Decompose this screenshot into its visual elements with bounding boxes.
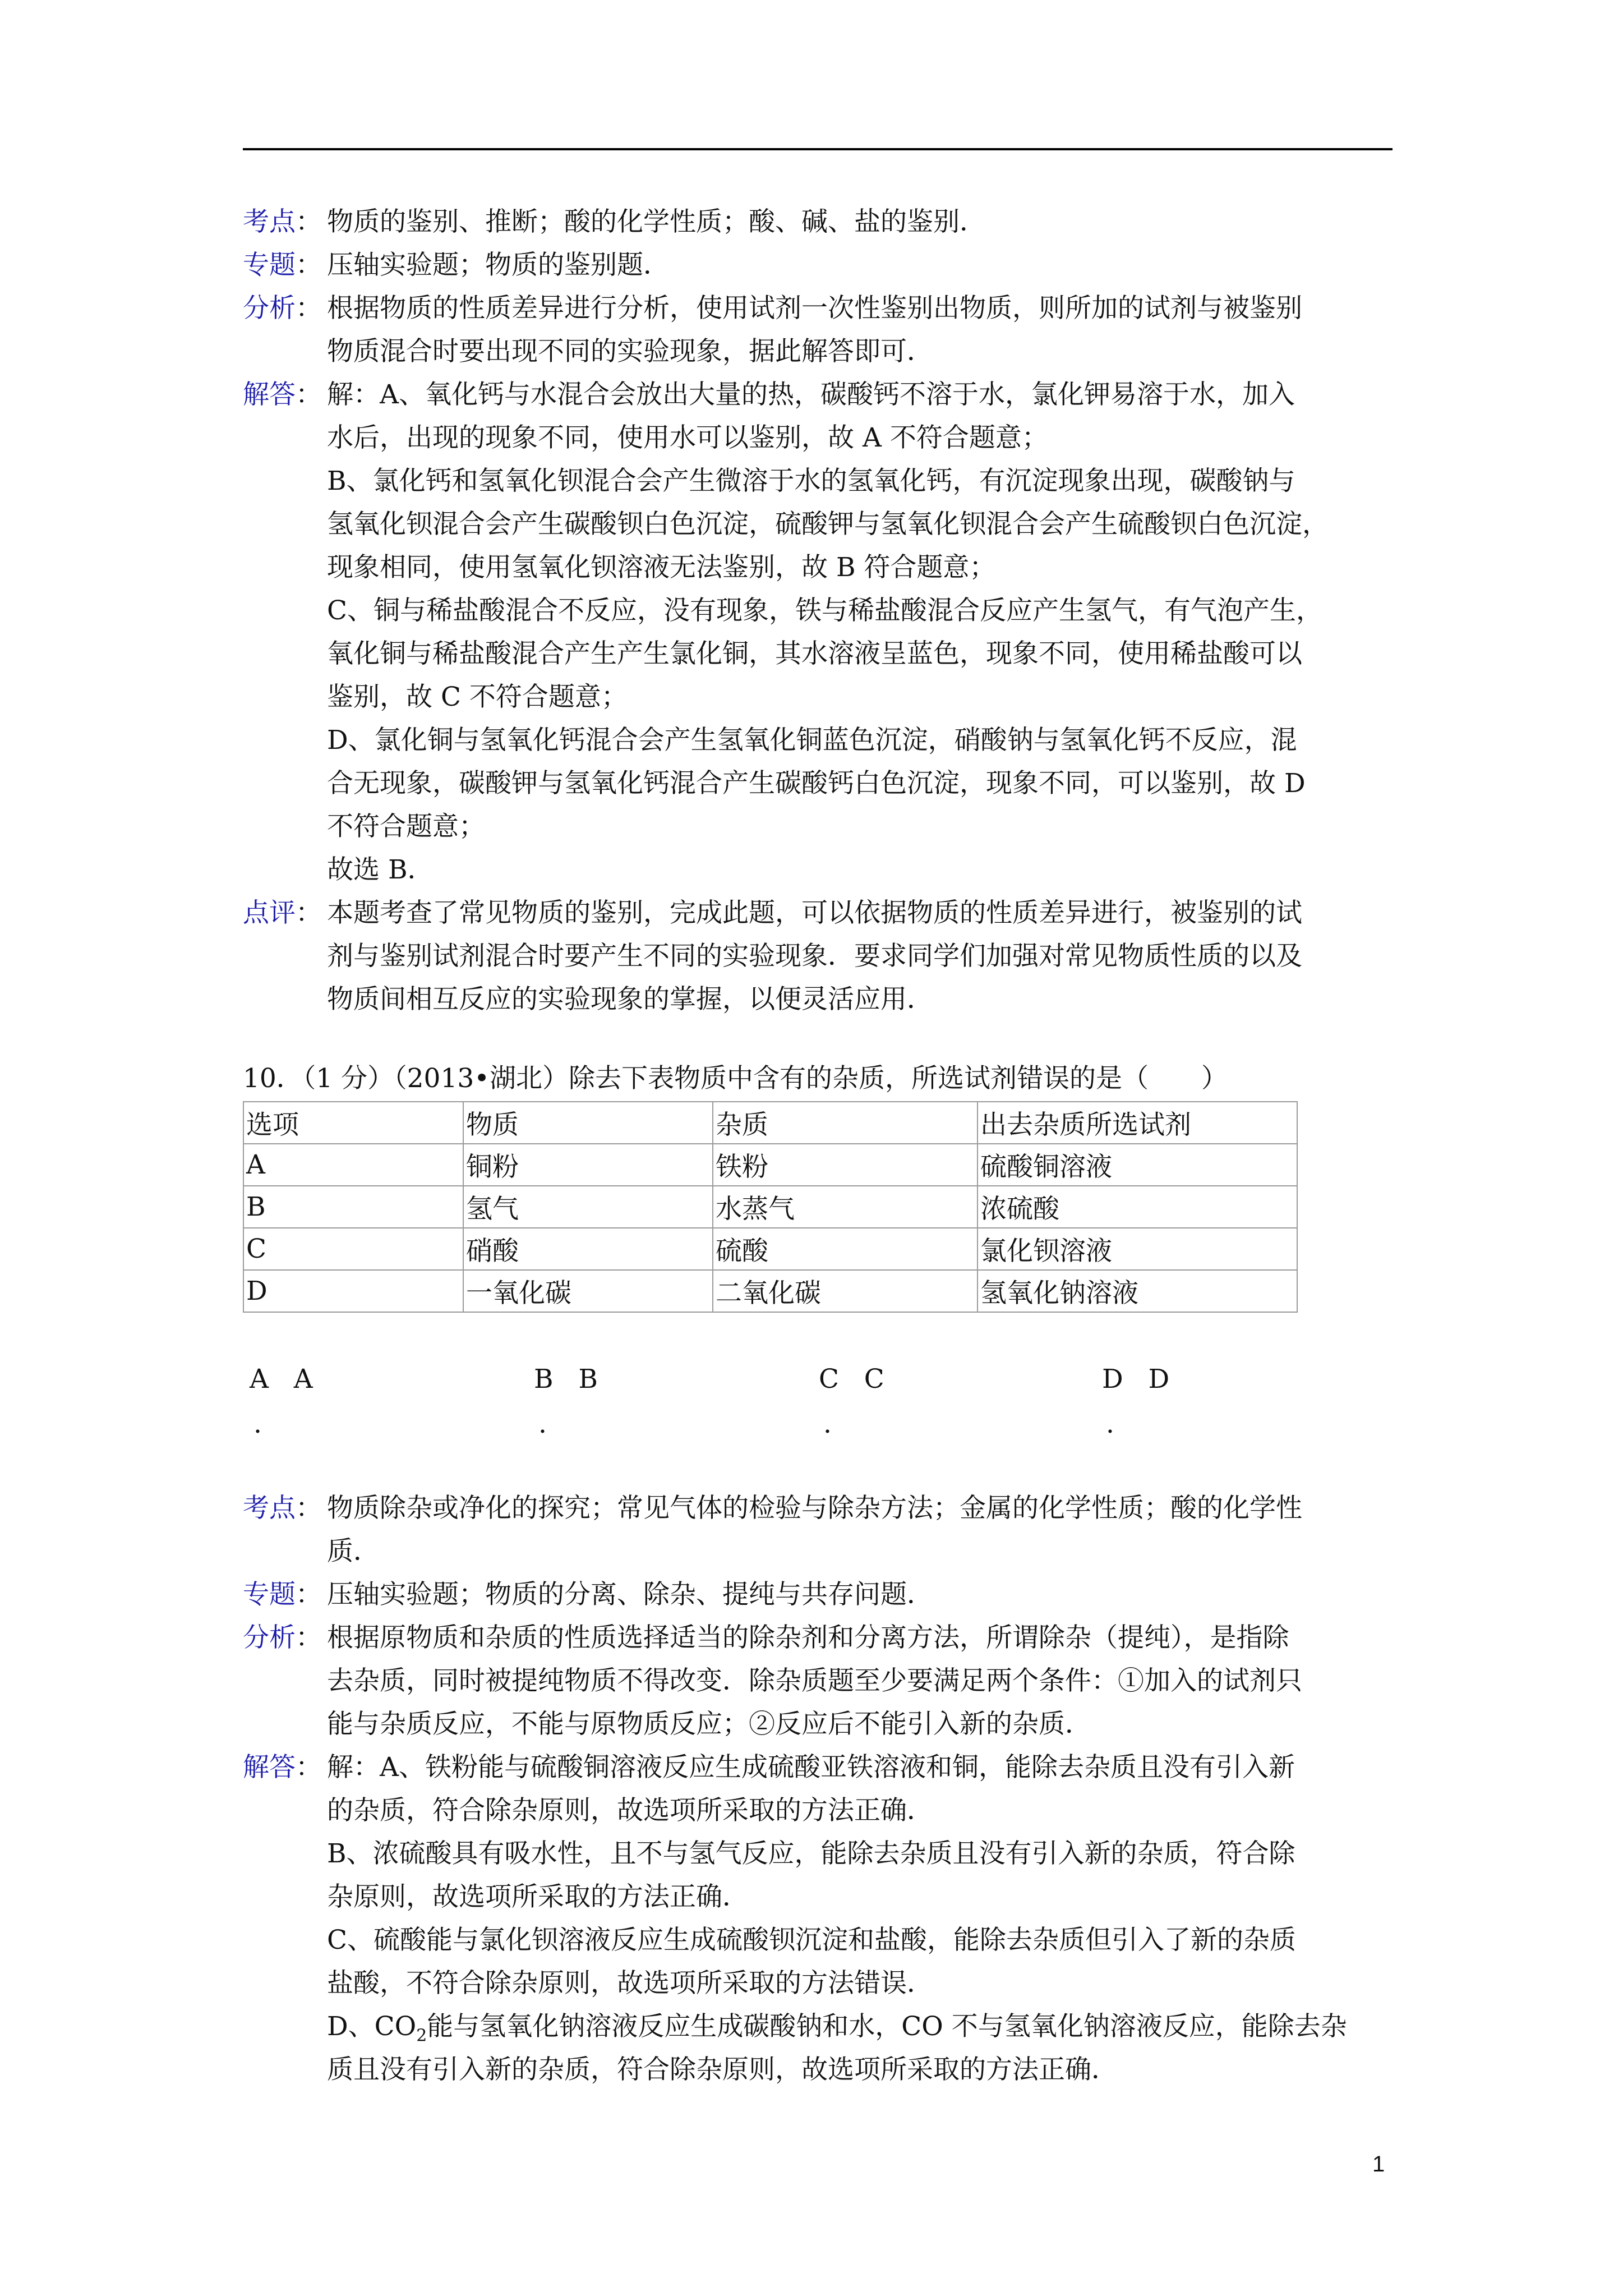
table-row (243, 1228, 1297, 1270)
text-line: 物质的鉴别、推断；酸的化学性质；酸、碱、盐的鉴别． (327, 206, 986, 237)
fenxi-2: 分析： 根据原物质和杂质的性质选择适当的除杂剂和分离方法，所谓除杂（提纯），是指除 去杂质，同时被提纯物质不得改变．除杂质题至少要满足两个条件：①加入的试剂只 能与杂质反应，不能与原物质反应；②反应后不能引入新的杂质． (243, 1616, 1393, 1746)
text-line: 剂与鉴别试剂混合时要产生不同的实验现象．要求同学们加强对常见物质性质的以及 (327, 941, 1302, 972)
option-letter: B (534, 1364, 554, 1395)
option-dot: . (1106, 1409, 1114, 1439)
fenxi-1: 分析： 根据物质的性质差异进行分析，使用试剂一次性鉴别出物质，则所加的试剂与被鉴别 物质混合时要出现不同的实验现象，据此解答即可． (243, 287, 1393, 373)
table-cell: 硫酸 (713, 1228, 978, 1270)
table-cell: 氢气 (463, 1186, 713, 1228)
text-line: 鉴别，故 C 不符合题意； (327, 682, 628, 712)
table-cell: 二氧化碳 (713, 1270, 978, 1312)
kaodian-label: 考点 (243, 1493, 296, 1524)
table-header-cell: 出去杂质所选试剂 (978, 1102, 1297, 1144)
option-c[interactable] (819, 1358, 884, 1401)
text-line: 根据物质的性质差异进行分析，使用试剂一次性鉴别出物质，则所加的试剂与被鉴别 (327, 293, 1302, 324)
section-2 (243, 1487, 1393, 2091)
text-line-d: D、$CO_2$能与氢氧化钠溶液反应生成碳酸钠和水，CO 不与氢氧化钠溶液反应，能除去杂 (327, 2011, 1347, 2046)
text-line: 压轴实验题；物质的分离、除杂、提纯与共存问题． (327, 1579, 933, 1610)
table-cell: 硫酸铜溶液 (978, 1144, 1297, 1186)
text-line: 质． (327, 1536, 380, 1567)
header-rule (243, 148, 1393, 150)
option-dot: . (823, 1409, 832, 1439)
table-header-cell: 杂质 (713, 1102, 978, 1144)
option-text: D (1148, 1364, 1170, 1395)
text-line: 的杂质，符合除杂原则，故选项所采取的方法正确． (327, 1795, 933, 1826)
table-header-row (243, 1102, 1297, 1144)
text-line: 物质除杂或净化的探究；常见气体的检验与除杂方法；金属的化学性质；酸的化学性 (327, 1493, 1302, 1524)
jieda-label: 解答 (243, 379, 296, 410)
text-line: C、硫酸能与氯化钡溶液反应生成硫酸钡沉淀和盐酸，能除去杂质但引入了新的杂质 (327, 1925, 1296, 1955)
fenxi-label: 分析 (243, 293, 296, 324)
table-cell: 铁粉 (713, 1144, 978, 1186)
dianping-1: 点评： 本题考查了常见物质的鉴别，完成此题，可以依据物质的性质差异进行，被鉴别的试 剂与鉴别试剂混合时要产生不同的实验现象．要求同学们加强对常见物质性质的以及 物质间相互反应的实验现象的掌握，以便灵活应用． (243, 891, 1393, 1021)
table-cell: 氯化钡溶液 (978, 1228, 1297, 1270)
option-letter: A (250, 1364, 269, 1395)
option-b[interactable] (534, 1358, 598, 1401)
text-line: 故选 B． (327, 854, 434, 885)
table-cell: 硝酸 (463, 1228, 713, 1270)
text-line: 物质混合时要出现不同的实验现象，据此解答即可． (327, 336, 933, 367)
page-number: 1 (1372, 2152, 1385, 2177)
table-cell: 浓硫酸 (978, 1186, 1297, 1228)
table-cell: 氢氧化钠溶液 (978, 1270, 1297, 1312)
text-line: 不符合题意； (327, 811, 485, 842)
zhuanti-2: 专题： 压轴实验题；物质的分离、除杂、提纯与共存问题． (243, 1573, 1393, 1616)
text-line: 压轴实验题；物质的鉴别题． (327, 250, 670, 280)
text-line: 解：A、铁粉能与硫酸铜溶液反应生成硫酸亚铁溶液和铜，能除去杂质且没有引入新 (327, 1752, 1295, 1783)
kaodian-2: 考点： 物质除杂或净化的探究；常见气体的检验与除杂方法；金属的化学性质；酸的化学性 质． (243, 1487, 1393, 1573)
option-dot: . (253, 1409, 262, 1439)
zhuanti-1: 专题： 压轴实验题；物质的鉴别题． (243, 243, 1393, 287)
kaodian-label: 考点 (243, 206, 296, 237)
text-line: 水后，出现的现象不同，使用水可以鉴别，故 A 不符合题意； (327, 422, 1048, 453)
text-line: 合无现象，碳酸钾与氢氧化钙混合产生碳酸钙白色沉淀，现象不同，可以鉴别，故 D (327, 768, 1306, 799)
text-line: 现象相同，使用氢氧化钡溶液无法鉴别，故 B 符合题意； (327, 552, 996, 583)
table-row (243, 1186, 1297, 1228)
option-a[interactable] (250, 1358, 313, 1401)
table-cell: A (243, 1144, 463, 1186)
option-d[interactable] (1102, 1358, 1169, 1401)
impurity-table (243, 1101, 1298, 1313)
kaodian-1: 考点： 物质的鉴别、推断；酸的化学性质；酸、碱、盐的鉴别． (243, 200, 1393, 243)
option-dot: . (538, 1409, 547, 1439)
text-line: 解：A、氧化钙与水混合会放出大量的热，碳酸钙不溶于水，氯化钾易溶于水，加入 (327, 379, 1295, 410)
table-header-cell: 选项 (243, 1102, 463, 1144)
option-letter: C (819, 1364, 839, 1395)
jieda-1: 解答： 解：A、氧化钙与水混合会放出大量的热，碳酸钙不溶于水，氯化钾易溶于水，加入 水后，出现的现象不同，使用水可以鉴别，故 A 不符合题意； B、氯化钙和氢氧化钡混合会产生微溶于水的氢氧化钙，有沉淀现象出现，碳酸钠与 氢氧化钡混合会产生碳酸钡白色沉淀，硫酸钾与氢氧化钡混合会产生硫酸钡白色沉淀， 现象相同，使用氢氧化钡溶液无法鉴别，故 B 符合题意； C、铜与稀盐酸混合不反应，没有现象，铁与稀盐酸混合反应产生氢气，有气泡产生， 氧化铜与稀盐酸混合产生产生氯化铜，其水溶液呈蓝色，现象不同，使用稀盐酸可以 鉴别，故 C 不符合题意； D、氯化铜与氢氧化钙混合会产生氢氧化铜蓝色沉淀，硝酸钠与氢氧化钙不反应，混 合无现象，碳酸钾与氢氧化钙混合产生碳酸钙白色沉淀，现象不同，可以鉴别，故 D 不符合题意； 故选 B． (243, 373, 1393, 891)
table-row (243, 1144, 1297, 1186)
dianping-label: 点评 (243, 898, 296, 928)
text-line: D、氯化铜与氢氧化钙混合会产生氢氧化铜蓝色沉淀，硝酸钠与氢氧化钙不反应，混 (327, 725, 1297, 756)
table-cell: D (243, 1270, 463, 1312)
text-line: B、氯化钙和氢氧化钡混合会产生微溶于水的氢氧化钙，有沉淀现象出现，碳酸钠与 (327, 466, 1295, 496)
table-cell: C (243, 1228, 463, 1270)
table-header-cell: 物质 (463, 1102, 713, 1144)
text-line: 去杂质，同时被提纯物质不得改变．除杂质题至少要满足两个条件：①加入的试剂只 (327, 1665, 1302, 1696)
text-line: 能与杂质反应，不能与原物质反应；②反应后不能引入新的杂质． (327, 1709, 1091, 1740)
table-row (243, 1270, 1297, 1312)
text-line: B、浓硫酸具有吸水性，且不与氢气反应，能除去杂质且没有引入新的杂质，符合除 (327, 1838, 1295, 1869)
zhuanti-label: 专题 (243, 250, 296, 280)
zhuanti-label: 专题 (243, 1579, 296, 1610)
text-line: 本题考查了常见物质的鉴别，完成此题，可以依据物质的性质差异进行，被鉴别的试 (327, 898, 1302, 928)
option-letter: D (1102, 1364, 1123, 1395)
table-cell: 水蒸气 (713, 1186, 978, 1228)
option-text: B (578, 1364, 598, 1395)
section-1 (243, 200, 1393, 1021)
text-line: 杂原则，故选项所采取的方法正确． (327, 1881, 749, 1912)
text-line: 氧化铜与稀盐酸混合产生产生氯化铜，其水溶液呈蓝色，现象不同，使用稀盐酸可以 (327, 638, 1302, 669)
text-line: C、铜与稀盐酸混合不反应，没有现象，铁与稀盐酸混合反应产生氢气，有气泡产生， (327, 595, 1322, 626)
option-text: A (293, 1364, 313, 1395)
text-line: 氢氧化钡混合会产生碳酸钡白色沉淀，硫酸钾与氢氧化钡混合会产生硫酸钡白色沉淀， (327, 509, 1329, 540)
table-cell: 铜粉 (463, 1144, 713, 1186)
question-10: 10．（1 分）（2013•湖北）除去下表物质中含有的杂质，所选试剂错误的是（ ） (243, 1063, 1228, 1094)
text-line: 盐酸，不符合除杂原则，故选项所采取的方法错误． (327, 1968, 933, 1999)
text-line: 质且没有引入新的杂质，符合除杂原则，故选项所采取的方法正确． (327, 2054, 1118, 2085)
table-cell: B (243, 1186, 463, 1228)
table-cell: 一氧化碳 (463, 1270, 713, 1312)
option-text: C (864, 1364, 884, 1395)
jieda-label: 解答 (243, 1752, 296, 1783)
text-line: 物质间相互反应的实验现象的掌握，以便灵活应用． (327, 984, 933, 1015)
text-line: 根据原物质和杂质的性质选择适当的除杂剂和分离方法，所谓除杂（提纯），是指除 (327, 1622, 1289, 1653)
jieda-2: 解答： 解：A、铁粉能与硫酸铜溶液反应生成硫酸亚铁溶液和铜，能除去杂质且没有引入新 的杂质，符合除杂原则，故选项所采取的方法正确． B、浓硫酸具有吸水性，且不与氢气反应，能除去杂质且没有引入新的杂质，符合除 杂原则，故选项所采取的方法正确． C、硫酸能与氯化钡溶液反应生成硫酸钡沉淀和盐酸，能除去杂质但引入了新的杂质 盐酸，不符合除杂原则，故选项所采取的方法错误． D、$CO_2$能与氢氧化钠溶液反应生成碳酸钠和水，CO 不与氢氧化钠溶液反应，能除去杂 质且没有引入新的杂质，符合除杂原则，故选项所采取的方法正确． (243, 1746, 1393, 2091)
fenxi-label: 分析 (243, 1622, 296, 1653)
